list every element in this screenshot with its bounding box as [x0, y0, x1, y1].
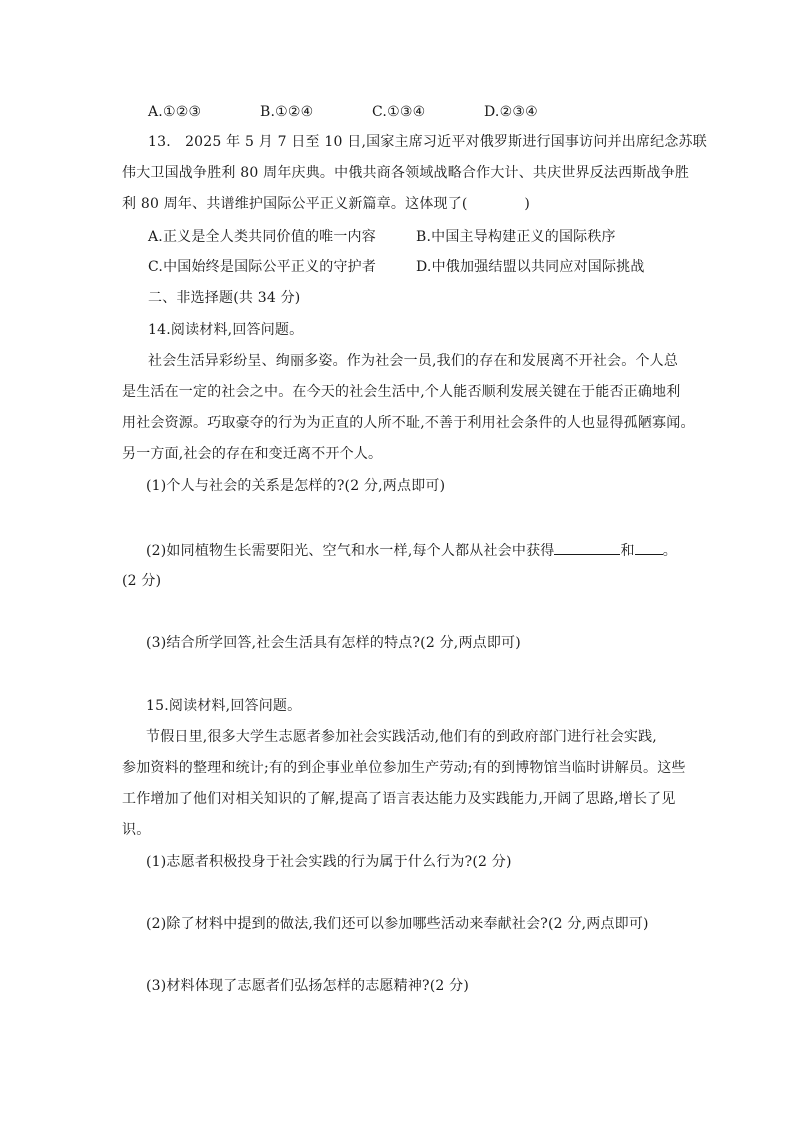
q13-stem-line2: 伟大卫国战争胜利 80 周年庆典。中俄共商各领域战略合作大计、共庆世界反法西斯战争胜 — [122, 165, 690, 181]
q13-option-d[interactable]: D.中俄加强结盟以共同应对国际挑战 — [416, 259, 645, 275]
q14-sub2-end: 。 — [662, 543, 677, 559]
q14-sub2-blank1[interactable] — [554, 540, 620, 555]
q13-stem-line3: 利 80 周年、共谱维护国际公平正义新篇章。这体现了( ) — [122, 196, 531, 212]
q15-material-line2: 参加资料的整理和统计;有的到企事业单位参加生产劳动;有的到博物馆当临时讲解员。这些 — [122, 760, 686, 776]
q15-sub2: (2)除了材料中提到的做法,我们还可以参加哪些活动来奉献社会?(2 分,两点即可) — [146, 916, 649, 932]
q14-sub2-text: (2)如同植物生长需要阳光、空气和水一样,每个人都从社会中获得 — [146, 543, 555, 559]
q14-sub3: (3)结合所学回答,社会生活具有怎样的特点?(2 分,两点即可) — [146, 635, 521, 651]
q15-material-line4: 识。 — [122, 822, 151, 838]
q14-material-line3: 用社会资源。巧取豪夺的行为为正直的人所不耻,不善于利用社会条件的人也显得孤陋寡闻。 — [122, 415, 695, 431]
q13-options-row1 — [148, 227, 616, 247]
q14-sub1: (1)个人与社会的关系是怎样的?(2 分,两点即可) — [146, 478, 446, 494]
q13-options-row2 — [148, 257, 645, 277]
q15-material-line1: 节假日里,很多大学生志愿者参加社会实践活动,他们有的到政府部门进行社会实践, — [146, 729, 657, 745]
q14-material-line2: 是生活在一定的社会之中。在今天的社会生活中,个人能否顺利发展关键在于能否正确地利 — [122, 384, 681, 400]
q13-option-a[interactable]: A.正义是全人类共同价值的唯一内容 — [148, 229, 376, 245]
q12-option-d[interactable]: D.②③④ — [484, 104, 538, 120]
q14-sub2-score: (2 分) — [122, 573, 162, 589]
q15-title: 15.阅读材料,回答问题。 — [146, 698, 302, 714]
q14-material-line1: 社会生活异彩纷呈、绚丽多姿。作为社会一员,我们的存在和发展离不开社会。个人总 — [148, 353, 679, 369]
section2-title: 二、非选择题(共 34 分) — [148, 290, 301, 306]
q14-title: 14.阅读材料,回答问题。 — [148, 322, 304, 338]
q13-option-c[interactable]: C.中国始终是国际公平正义的守护者 — [148, 259, 377, 275]
q14-material-line4: 另一方面,社会的存在和变迁离不开个人。 — [122, 446, 383, 462]
q14-sub2-blank2[interactable] — [635, 540, 663, 555]
q12-option-a[interactable]: A.①②③ — [148, 104, 202, 120]
q14-sub2-mid: 和 — [620, 543, 635, 559]
q12-option-c[interactable]: C.①③④ — [372, 104, 426, 120]
q13-stem-line1: 13. 2025 年 5 月 7 日至 10 日,国家主席习近平对俄罗斯进行国事访问并出席纪念苏联 — [148, 134, 707, 150]
q12-options — [148, 102, 596, 122]
q15-material-line3: 工作增加了他们对相关知识的了解,提高了语言表达能力及实践能力,开阔了思路,增长了见 — [122, 791, 676, 807]
q12-option-b[interactable]: B.①②④ — [260, 104, 314, 120]
q15-sub3: (3)材料体现了志愿者们弘扬怎样的志愿精神?(2 分) — [146, 978, 470, 994]
q14-sub2 — [146, 540, 677, 561]
q13-option-b[interactable]: B.中国主导构建正义的国际秩序 — [416, 229, 616, 245]
q15-sub1: (1)志愿者积极投身于社会实践的行为属于什么行为?(2 分) — [146, 854, 512, 870]
